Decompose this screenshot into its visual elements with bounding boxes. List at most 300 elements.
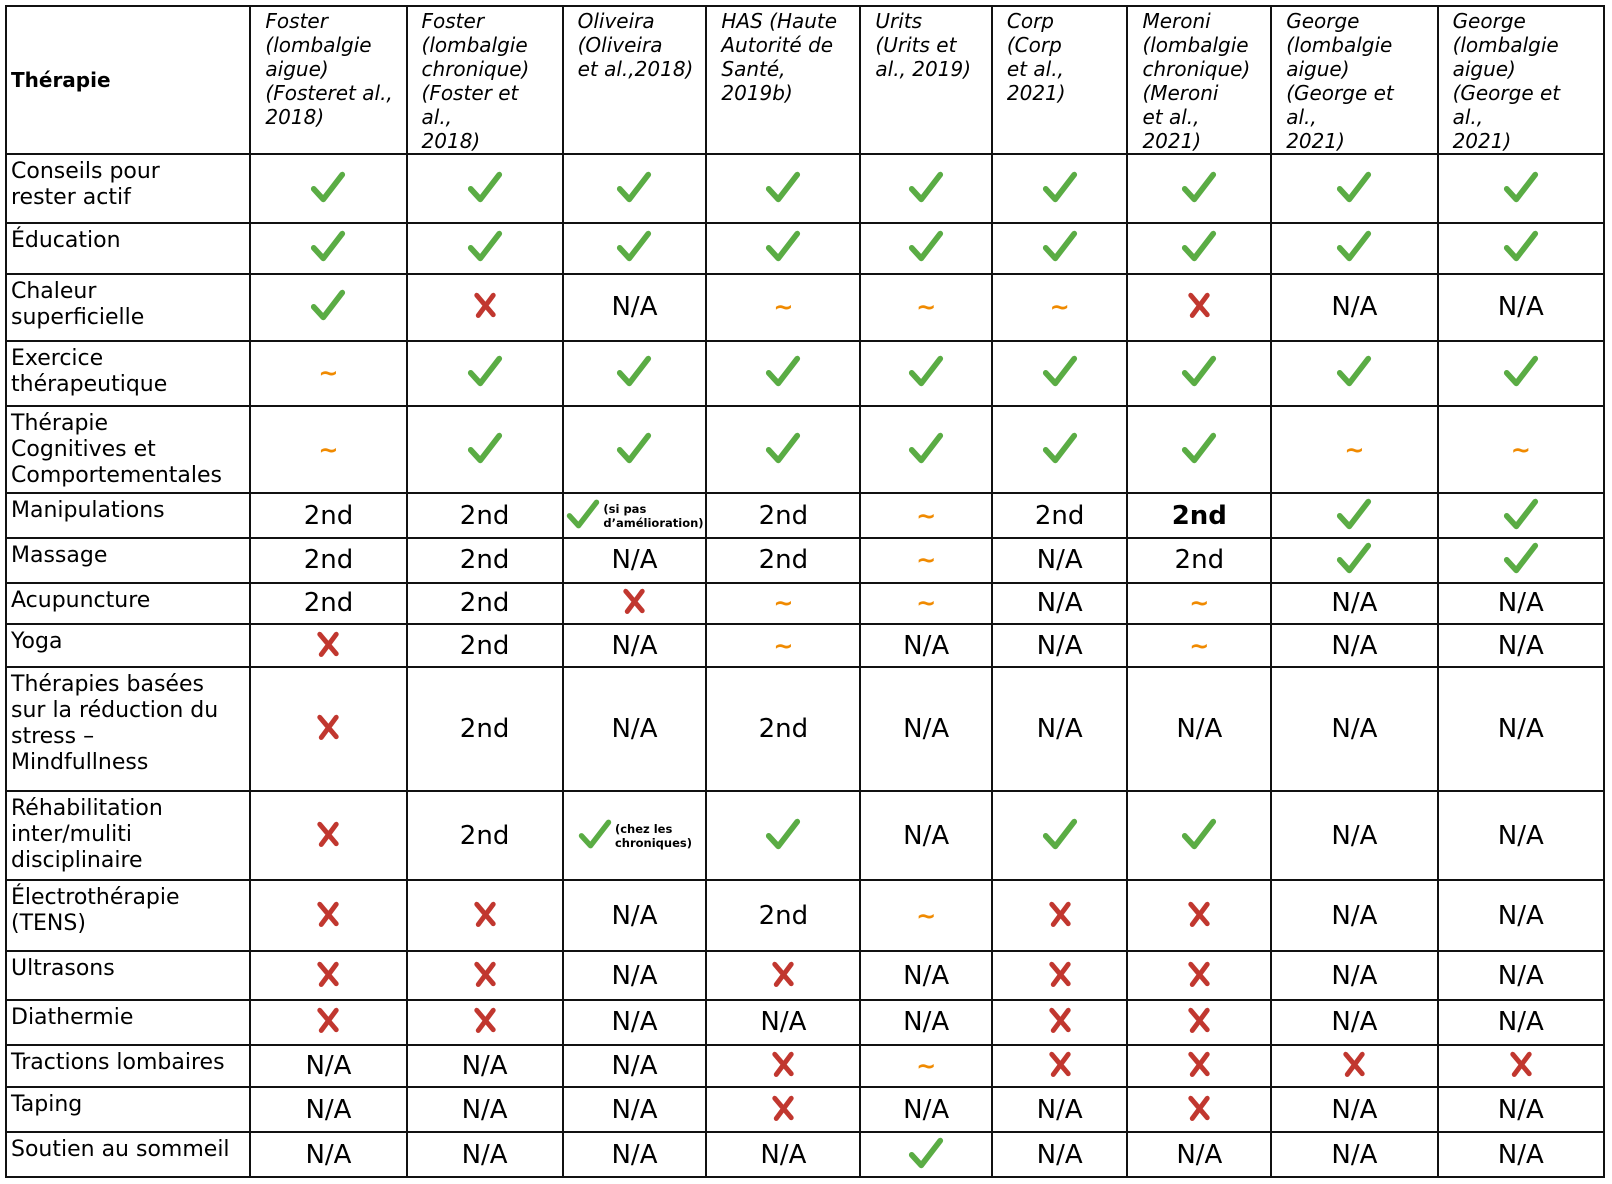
table-cell	[250, 274, 406, 341]
table-cell	[563, 624, 707, 667]
cross-icon	[470, 899, 500, 933]
na-label: N/A	[1497, 1094, 1544, 1125]
table-cell	[992, 493, 1128, 538]
table-cell	[1127, 274, 1271, 341]
check-icon	[907, 168, 945, 210]
na-label: N/A	[1036, 1094, 1083, 1125]
table-row	[6, 951, 1604, 1000]
second-line-label: 2nd	[459, 588, 510, 619]
table-cell	[860, 1045, 991, 1088]
table-row	[6, 880, 1604, 951]
therapy-name: Massage	[6, 538, 250, 583]
table-cell	[1271, 583, 1437, 625]
second-line-label: 2nd	[758, 900, 809, 931]
second-line-label: 2nd	[303, 545, 354, 576]
second-line-label: 2nd	[459, 630, 510, 661]
table-cell	[407, 406, 563, 493]
table-cell	[563, 274, 707, 341]
na-label: N/A	[305, 1094, 352, 1125]
table-cell	[563, 493, 707, 538]
check-icon	[1180, 815, 1218, 857]
table-cell	[992, 1132, 1128, 1177]
table-cell	[1127, 583, 1271, 625]
table-cell	[1438, 538, 1604, 583]
table-cell	[250, 880, 406, 951]
check-icon	[1335, 352, 1373, 394]
table-cell	[1127, 538, 1271, 583]
table-cell	[250, 791, 406, 880]
tilde-mark: ~	[773, 631, 794, 660]
table-cell	[860, 274, 991, 341]
table-cell	[250, 538, 406, 583]
check-icon	[1335, 227, 1373, 269]
second-line-label: 2nd	[459, 820, 510, 851]
table-cell	[1438, 154, 1604, 223]
na-label: N/A	[461, 1139, 508, 1170]
table-cell	[1438, 624, 1604, 667]
therapy-name: Acupuncture	[6, 583, 250, 625]
check-icon	[466, 352, 504, 394]
tilde-mark: ~	[773, 293, 794, 322]
table-cell	[860, 624, 991, 667]
therapy-name: Tractions lombaires	[6, 1045, 250, 1088]
second-line-label: 2nd	[758, 500, 809, 531]
table-cell	[706, 624, 860, 667]
table-cell	[407, 223, 563, 274]
table-cell	[1271, 154, 1437, 223]
therapy-recommendation-table	[5, 5, 1605, 1178]
tilde-mark: ~	[773, 589, 794, 618]
table-row	[6, 341, 1604, 406]
check-icon	[764, 227, 802, 269]
table-cell	[992, 667, 1128, 791]
na-label: N/A	[1036, 630, 1083, 661]
check-icon	[1041, 815, 1079, 857]
table-cell	[563, 791, 707, 880]
cross-icon	[470, 1005, 500, 1039]
na-label: N/A	[461, 1094, 508, 1125]
therapy-name: Soutien au sommeil	[6, 1132, 250, 1177]
check-icon	[1041, 429, 1079, 471]
table-cell	[407, 1045, 563, 1088]
check-icon	[1180, 168, 1218, 210]
tilde-mark: ~	[916, 901, 937, 930]
table-row	[6, 667, 1604, 791]
table-cell	[1127, 880, 1271, 951]
table-cell	[250, 624, 406, 667]
table-cell	[860, 341, 991, 406]
header-therapy: Thérapie	[6, 6, 250, 154]
na-label: N/A	[1331, 960, 1378, 991]
cross-icon	[313, 819, 343, 853]
cross-icon	[1184, 290, 1214, 324]
table-cell	[1127, 624, 1271, 667]
cross-icon	[768, 959, 798, 993]
second-line-label: 2nd	[459, 500, 510, 531]
na-label: N/A	[1331, 900, 1378, 931]
na-label: N/A	[611, 1007, 658, 1038]
second-line-label: 2nd	[1171, 500, 1227, 531]
table-cell	[1127, 1132, 1271, 1177]
table-cell	[250, 583, 406, 625]
therapy-name: Thérapies basées sur la réduction du stress – Mindfullness	[6, 667, 250, 791]
tilde-mark: ~	[1049, 293, 1070, 322]
table-cell	[1271, 791, 1437, 880]
table-cell	[1438, 1000, 1604, 1045]
table-cell	[992, 538, 1128, 583]
check-icon	[615, 168, 653, 210]
second-line-label: 2nd	[1174, 545, 1225, 576]
table-cell	[992, 1045, 1128, 1088]
cell-note: (si pas d’amélioration)	[603, 501, 704, 530]
table-cell	[1438, 274, 1604, 341]
table-cell	[706, 880, 860, 951]
table-cell	[563, 1045, 707, 1088]
tilde-mark: ~	[916, 501, 937, 530]
table-cell	[407, 791, 563, 880]
table-row	[6, 274, 1604, 341]
na-label: N/A	[1176, 1139, 1223, 1170]
header-row	[6, 6, 1604, 154]
na-label: N/A	[1331, 1139, 1378, 1170]
table-cell	[250, 1087, 406, 1132]
table-cell	[1127, 1045, 1271, 1088]
table-cell	[992, 624, 1128, 667]
table-row	[6, 1132, 1604, 1177]
table-cell	[992, 1087, 1128, 1132]
table-cell	[1271, 538, 1437, 583]
cross-icon	[313, 629, 343, 663]
check-icon	[1180, 352, 1218, 394]
ref-foster-aigue: Foster (lombalgie aigue) (Fosteret al., 2018)	[250, 6, 406, 154]
table-cell	[1271, 1132, 1437, 1177]
na-label: N/A	[611, 713, 658, 744]
na-label: N/A	[1497, 1007, 1544, 1038]
table-cell	[407, 667, 563, 791]
cross-icon	[470, 290, 500, 324]
table-row	[6, 154, 1604, 223]
table-cell	[407, 624, 563, 667]
second-line-label: 2nd	[758, 713, 809, 744]
na-label: N/A	[611, 545, 658, 576]
therapy-name: Yoga	[6, 624, 250, 667]
therapy-name: Thérapie Cognitives et Comportementales	[6, 406, 250, 493]
check-icon	[907, 1134, 945, 1176]
tilde-mark: ~	[1344, 435, 1365, 464]
ref-oliveira: Oliveira (Oliveira et al.,2018)	[563, 6, 707, 154]
check-icon	[907, 429, 945, 471]
tilde-mark: ~	[916, 293, 937, 322]
table-body	[6, 154, 1604, 1177]
table-cell	[860, 154, 991, 223]
check-icon	[1502, 539, 1540, 581]
na-label: N/A	[1497, 292, 1544, 323]
table-cell	[992, 583, 1128, 625]
table-cell	[250, 223, 406, 274]
na-label: N/A	[1331, 292, 1378, 323]
table-cell	[1438, 406, 1604, 493]
table-cell	[992, 406, 1128, 493]
tilde-mark: ~	[916, 589, 937, 618]
na-label: N/A	[903, 1094, 950, 1125]
table-cell	[1127, 951, 1271, 1000]
check-icon	[309, 227, 347, 269]
second-line-label: 2nd	[459, 545, 510, 576]
tilde-mark: ~	[1189, 631, 1210, 660]
na-label: N/A	[760, 1007, 807, 1038]
na-label: N/A	[1331, 713, 1378, 744]
table-cell	[250, 406, 406, 493]
table-cell	[1438, 223, 1604, 274]
table-cell	[563, 154, 707, 223]
second-line-label: 2nd	[1034, 500, 1085, 531]
table-cell	[992, 223, 1128, 274]
table-cell	[407, 880, 563, 951]
check-icon	[1502, 168, 1540, 210]
table-cell	[706, 274, 860, 341]
table-cell	[860, 791, 991, 880]
cross-icon	[313, 1005, 343, 1039]
cross-icon	[1184, 959, 1214, 993]
table-cell	[1127, 667, 1271, 791]
cross-icon	[768, 1049, 798, 1083]
na-label: N/A	[903, 630, 950, 661]
check-icon	[466, 227, 504, 269]
table-cell	[1127, 406, 1271, 493]
table-cell	[250, 1045, 406, 1088]
table-cell	[407, 951, 563, 1000]
table-cell	[407, 154, 563, 223]
na-label: N/A	[611, 1094, 658, 1125]
na-label: N/A	[1331, 1094, 1378, 1125]
na-label: N/A	[1497, 713, 1544, 744]
therapy-name: Électrothérapie (TENS)	[6, 880, 250, 951]
therapy-name: Taping	[6, 1087, 250, 1132]
table-cell	[1271, 624, 1437, 667]
check-icon	[1180, 227, 1218, 269]
table-row	[6, 223, 1604, 274]
tilde-mark: ~	[916, 1052, 937, 1081]
ref-corp: Corp (Corp et al., 2021)	[992, 6, 1128, 154]
second-line-label: 2nd	[303, 500, 354, 531]
table-cell	[1271, 667, 1437, 791]
table-cell	[250, 341, 406, 406]
check-icon	[764, 352, 802, 394]
cell-note: (chez les chroniques)	[614, 821, 692, 850]
na-label: N/A	[611, 960, 658, 991]
table-cell	[1438, 1132, 1604, 1177]
cross-icon	[768, 1093, 798, 1127]
table-cell	[1438, 1045, 1604, 1088]
table-cell	[407, 274, 563, 341]
table-cell	[1271, 406, 1437, 493]
table-cell	[1127, 493, 1271, 538]
na-label: N/A	[611, 292, 658, 323]
check-icon	[615, 429, 653, 471]
tilde-mark: ~	[916, 546, 937, 575]
na-label: N/A	[1331, 588, 1378, 619]
na-label: N/A	[1497, 630, 1544, 661]
na-label: N/A	[611, 1139, 658, 1170]
table-cell	[706, 406, 860, 493]
cross-icon	[1045, 899, 1075, 933]
table-cell	[1271, 1045, 1437, 1088]
table-cell	[706, 1000, 860, 1045]
ref-george-2: George (lombalgie aigue) (George et al., 2021)	[1438, 6, 1604, 154]
check-icon	[565, 496, 601, 536]
therapy-name: Éducation	[6, 223, 250, 274]
check-icon	[466, 429, 504, 471]
na-label: N/A	[611, 630, 658, 661]
therapy-name: Exercice thérapeutique	[6, 341, 250, 406]
cross-icon	[313, 959, 343, 993]
table-cell	[563, 1132, 707, 1177]
na-label: N/A	[760, 1139, 807, 1170]
check-icon	[1041, 168, 1079, 210]
ref-urits: Urits (Urits et al., 2019)	[860, 6, 991, 154]
cross-icon	[619, 586, 649, 620]
tilde-mark: ~	[318, 359, 339, 388]
therapy-table-container	[5, 5, 1605, 1178]
table-cell	[706, 1132, 860, 1177]
table-cell	[992, 341, 1128, 406]
table-cell	[1127, 223, 1271, 274]
table-cell	[250, 493, 406, 538]
table-row	[6, 583, 1604, 625]
check-icon	[615, 227, 653, 269]
table-cell	[1438, 493, 1604, 538]
na-label: N/A	[1036, 588, 1083, 619]
table-row	[6, 1087, 1604, 1132]
table-cell	[992, 1000, 1128, 1045]
cross-icon	[1184, 899, 1214, 933]
cross-icon	[1184, 1005, 1214, 1039]
table-cell	[407, 1087, 563, 1132]
table-cell	[860, 1000, 991, 1045]
table-cell	[860, 667, 991, 791]
na-label: N/A	[1497, 960, 1544, 991]
table-cell	[1271, 1087, 1437, 1132]
check-icon	[1041, 227, 1079, 269]
check-icon	[1041, 352, 1079, 394]
table-cell	[250, 154, 406, 223]
na-label: N/A	[1036, 713, 1083, 744]
table-cell	[407, 1132, 563, 1177]
tilde-mark: ~	[1510, 435, 1531, 464]
ref-foster-chronique: Foster (lombalgie chronique) (Foster et al., 2018)	[407, 6, 563, 154]
na-label: N/A	[1497, 900, 1544, 931]
check-icon	[309, 286, 347, 328]
na-label: N/A	[1036, 1139, 1083, 1170]
check-icon	[764, 429, 802, 471]
table-cell	[1127, 1000, 1271, 1045]
table-cell	[1271, 274, 1437, 341]
table-cell	[1438, 791, 1604, 880]
table-cell	[706, 583, 860, 625]
table-cell	[1271, 1000, 1437, 1045]
table-cell	[563, 341, 707, 406]
table-cell	[563, 583, 707, 625]
table-row	[6, 493, 1604, 538]
table-cell	[250, 1132, 406, 1177]
check-icon	[1502, 352, 1540, 394]
table-cell	[706, 538, 860, 583]
table-cell	[563, 1087, 707, 1132]
table-cell	[992, 951, 1128, 1000]
table-cell	[860, 951, 991, 1000]
na-label: N/A	[1331, 630, 1378, 661]
check-icon	[1335, 168, 1373, 210]
na-label: N/A	[903, 713, 950, 744]
na-label: N/A	[1036, 545, 1083, 576]
na-label: N/A	[1497, 588, 1544, 619]
table-cell	[706, 667, 860, 791]
table-cell	[563, 1000, 707, 1045]
second-line-label: 2nd	[758, 545, 809, 576]
table-cell	[706, 154, 860, 223]
check-icon	[907, 227, 945, 269]
therapy-name: Manipulations	[6, 493, 250, 538]
check-icon	[764, 168, 802, 210]
table-cell	[860, 880, 991, 951]
table-row	[6, 1045, 1604, 1088]
table-cell	[992, 880, 1128, 951]
therapy-name: Ultrasons	[6, 951, 250, 1000]
na-label: N/A	[611, 900, 658, 931]
cross-icon	[313, 899, 343, 933]
table-cell	[1127, 341, 1271, 406]
ref-george-1: George (lombalgie aigue) (George et al., 2021)	[1271, 6, 1437, 154]
table-cell	[706, 791, 860, 880]
na-label: N/A	[1331, 820, 1378, 851]
table-cell	[706, 1045, 860, 1088]
table-cell	[860, 583, 991, 625]
table-cell	[860, 406, 991, 493]
table-cell	[992, 274, 1128, 341]
check-icon	[1502, 227, 1540, 269]
check-icon	[309, 168, 347, 210]
table-cell	[563, 667, 707, 791]
table-cell	[407, 341, 563, 406]
second-line-label: 2nd	[303, 588, 354, 619]
na-label: N/A	[903, 1007, 950, 1038]
table-cell	[407, 493, 563, 538]
table-cell	[1438, 951, 1604, 1000]
check-icon	[466, 168, 504, 210]
check-icon	[577, 816, 613, 856]
therapy-name: Conseils pour rester actif	[6, 154, 250, 223]
table-row	[6, 624, 1604, 667]
table-cell	[992, 154, 1128, 223]
table-cell	[250, 951, 406, 1000]
check-icon	[764, 815, 802, 857]
na-label: N/A	[611, 1051, 658, 1082]
ref-meroni: Meroni (lombalgie chronique) (Meroni et al., 2021)	[1127, 6, 1271, 154]
na-label: N/A	[305, 1051, 352, 1082]
table-cell	[407, 583, 563, 625]
second-line-label: 2nd	[459, 713, 510, 744]
table-row	[6, 791, 1604, 880]
cross-icon	[313, 712, 343, 746]
table-row	[6, 1000, 1604, 1045]
table-cell	[1438, 880, 1604, 951]
cross-icon	[1184, 1093, 1214, 1127]
table-cell	[250, 667, 406, 791]
tilde-mark: ~	[318, 435, 339, 464]
table-cell	[1438, 583, 1604, 625]
therapy-name: Chaleur superficielle	[6, 274, 250, 341]
na-label: N/A	[1497, 1139, 1544, 1170]
